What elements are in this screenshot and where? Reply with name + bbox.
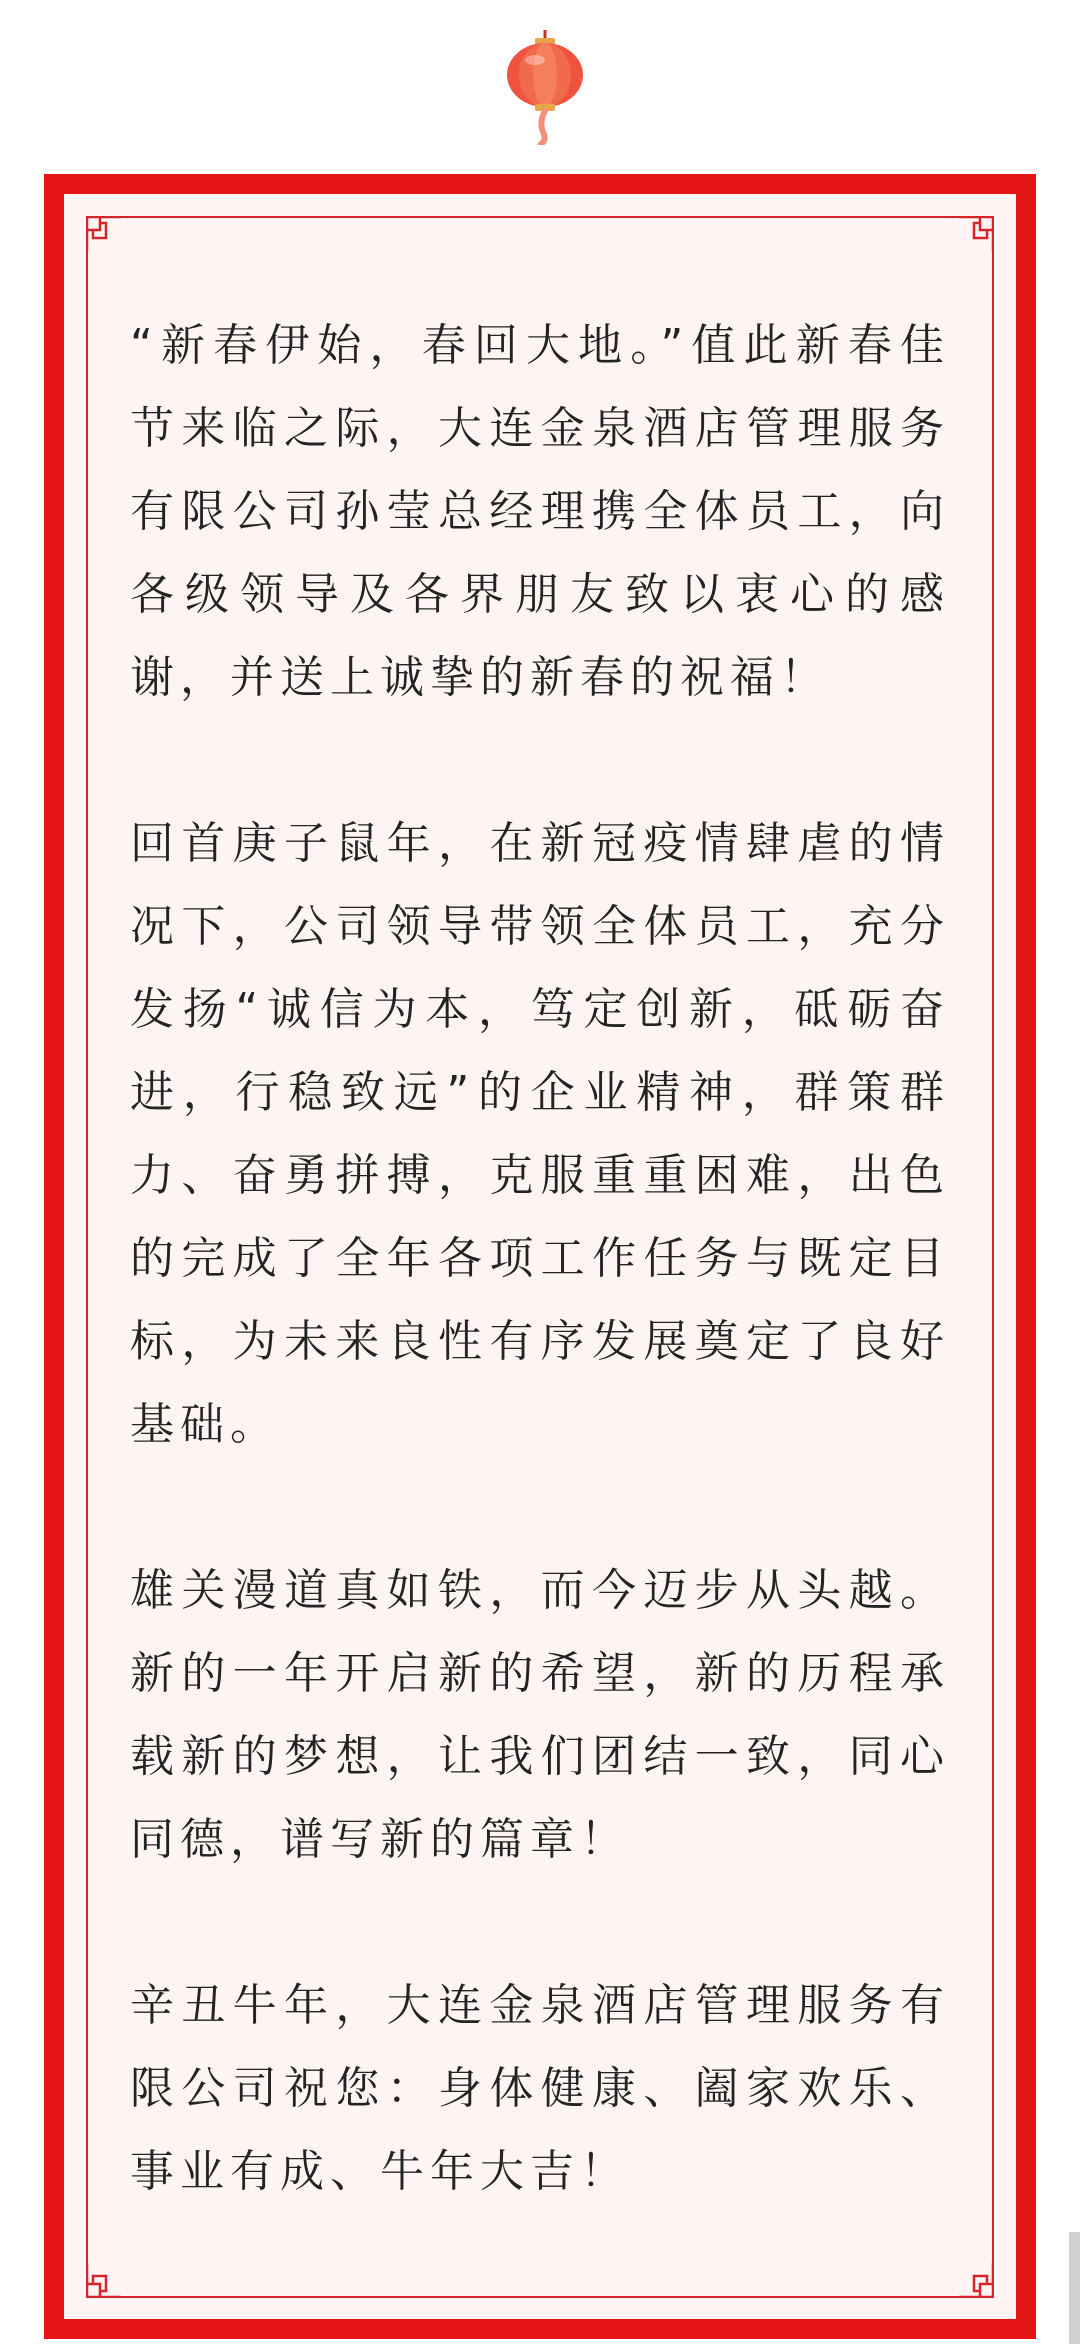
corner-ornament-icon bbox=[958, 2262, 994, 2298]
paragraph-blessing: 辛丑牛年，大连金泉酒店管理服务有限公司祝您：身体健康、阖家欢乐、事业有成、牛年大吉！ bbox=[130, 1980, 950, 2197]
greeting-text bbox=[130, 304, 950, 2213]
scrollbar[interactable] bbox=[1069, 2232, 1080, 2344]
paragraph-year-review: 回首庚子鼠年，在新冠疫情肆虐的情况下，公司领导带领全体员工，充分发扬“诚信为本，笃定创新，砥砺奋进，行稳致远”的企业精神，群策群力、奋勇拼搏，克服重重困难，出色的完成了全年各项工作任务与既定目标，为未来良性有序发展奠定了良好基础。 bbox=[130, 818, 950, 1450]
red-lantern-icon bbox=[505, 30, 585, 145]
paragraph-new-journey: 雄关漫道真如铁，而今迈步从头越。新的一年开启新的希望，新的历程承载新的梦想，让我们团结一致，同心同德，谱写新的篇章！ bbox=[130, 1565, 950, 1865]
corner-ornament-icon bbox=[86, 216, 122, 252]
corner-ornament-icon bbox=[86, 2262, 122, 2298]
paragraph-new-year-greeting: “新春伊始，春回大地。”值此新春佳节来临之际，大连金泉酒店管理服务有限公司孙莹总经理携全体员工，向各级领导及各界朋友致以衷心的感谢，并送上诚挚的新春的祝福！ bbox=[130, 320, 950, 703]
corner-ornament-icon bbox=[958, 216, 994, 252]
